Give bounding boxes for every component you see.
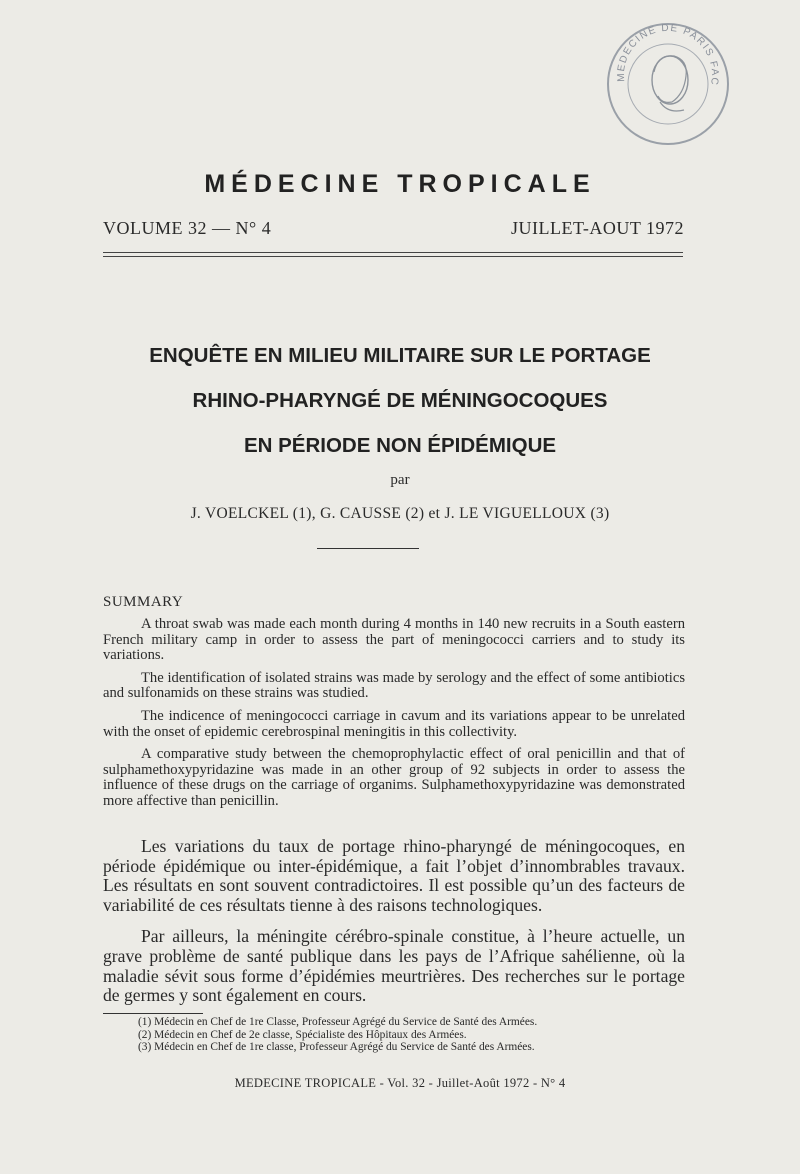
issue-date: JUILLET-AOUT 1972 <box>511 218 684 238</box>
article-title <box>60 338 740 473</box>
authors: J. VOELCKEL (1), G. CAUSSE (2) et J. LE VIGUELLOUX (3) <box>190 505 610 522</box>
summary-heading: SUMMARY <box>103 594 184 610</box>
summary-text <box>103 617 685 817</box>
title-divider <box>317 548 419 549</box>
faculty-seal-stamp <box>598 14 738 154</box>
article-title-line: EN PÉRIODE NON ÉPIDÉMIQUE <box>243 434 557 457</box>
svg-text:MEDECINE DE PARIS FACULTE <box>598 14 720 87</box>
summary-paragraph: The indicence of meningococci carriage in cavum and its variations appear to be unrelated with the onset of epidemic cerebrospinal meningitis in this collectivity. <box>103 707 685 740</box>
faculty-seal-icon <box>598 14 738 154</box>
footnote-divider <box>103 1013 203 1014</box>
body-paragraph: Par ailleurs, la méningite cérébro-spinale constitue, à l’heure actuelle, un grave problème de santé publique dans les pays de l’Afrique sahélienne, où la maladie sévit sous forme d’épidémies meurtrières. Des recherches sur le portage de germes y sont également en cours. <box>103 926 685 1006</box>
footnotes <box>138 1016 658 1054</box>
body-paragraph: Les variations du taux de portage rhino-pharyngé de méningocoques, en période épidémique ou inter-épidémique, a fait l’objet d’innombrables travaux. Les résultats en sont souvent contradictoires. Il est possible qu’un des facteurs de variabilité de ces résultats tienne à des raisons technologiques. <box>103 836 685 915</box>
footnote: (2) Médecin en Chef de 2e classe, Spécialiste des Hôpitaux des Armées. <box>138 1028 467 1041</box>
volume-number: VOLUME 32 — N° 4 <box>103 218 272 238</box>
footnote: (1) Médecin en Chef de 1re Classe, Professeur Agrégé du Service de Santé des Armées. <box>138 1016 538 1028</box>
by-line: par <box>390 472 410 488</box>
body-text <box>103 837 685 1018</box>
article-title-line: ENQUÊTE EN MILIEU MILITAIRE SUR LE PORTAGE <box>149 344 651 367</box>
summary-paragraph: A throat swab was made each month during 4 months in 140 new recruits in a South eastern French military camp in order to assess the part of meningococci carriers and to study its variations. <box>103 616 685 664</box>
header-rule-top <box>103 252 683 253</box>
summary-paragraph: The identification of isolated strains was made by serology and the effect of some antibiotics and sulfonamids on these strains was studied. <box>103 669 685 702</box>
seal-text: MEDECINE DE PARIS FAC <box>615 22 721 87</box>
journal-title: MÉDECINE TROPICALE <box>204 170 596 198</box>
issue-line <box>103 218 684 240</box>
header-rule-bottom <box>103 256 683 257</box>
footnote: (3) Médecin en Chef de 1re classe, Professeur Agrégé du Service de Santé des Armées. <box>138 1041 535 1054</box>
running-footer: MEDECINE TROPICALE - Vol. 32 - Juillet-Août 1972 - N° 4 <box>234 1076 566 1090</box>
summary-paragraph: A comparative study between the chemoprophylactic effect of oral penicillin and that of sulphamethoxypyridazine was made in an other group of 92 subjects in order to assess the influence of these drugs on the carriage of organims. Sulphamethoxypyridazine was demonstrated more affective than penicillin. <box>103 746 685 809</box>
article-title-line: RHINO-PHARYNGÉ DE MÉNINGOCOQUES <box>192 389 608 412</box>
